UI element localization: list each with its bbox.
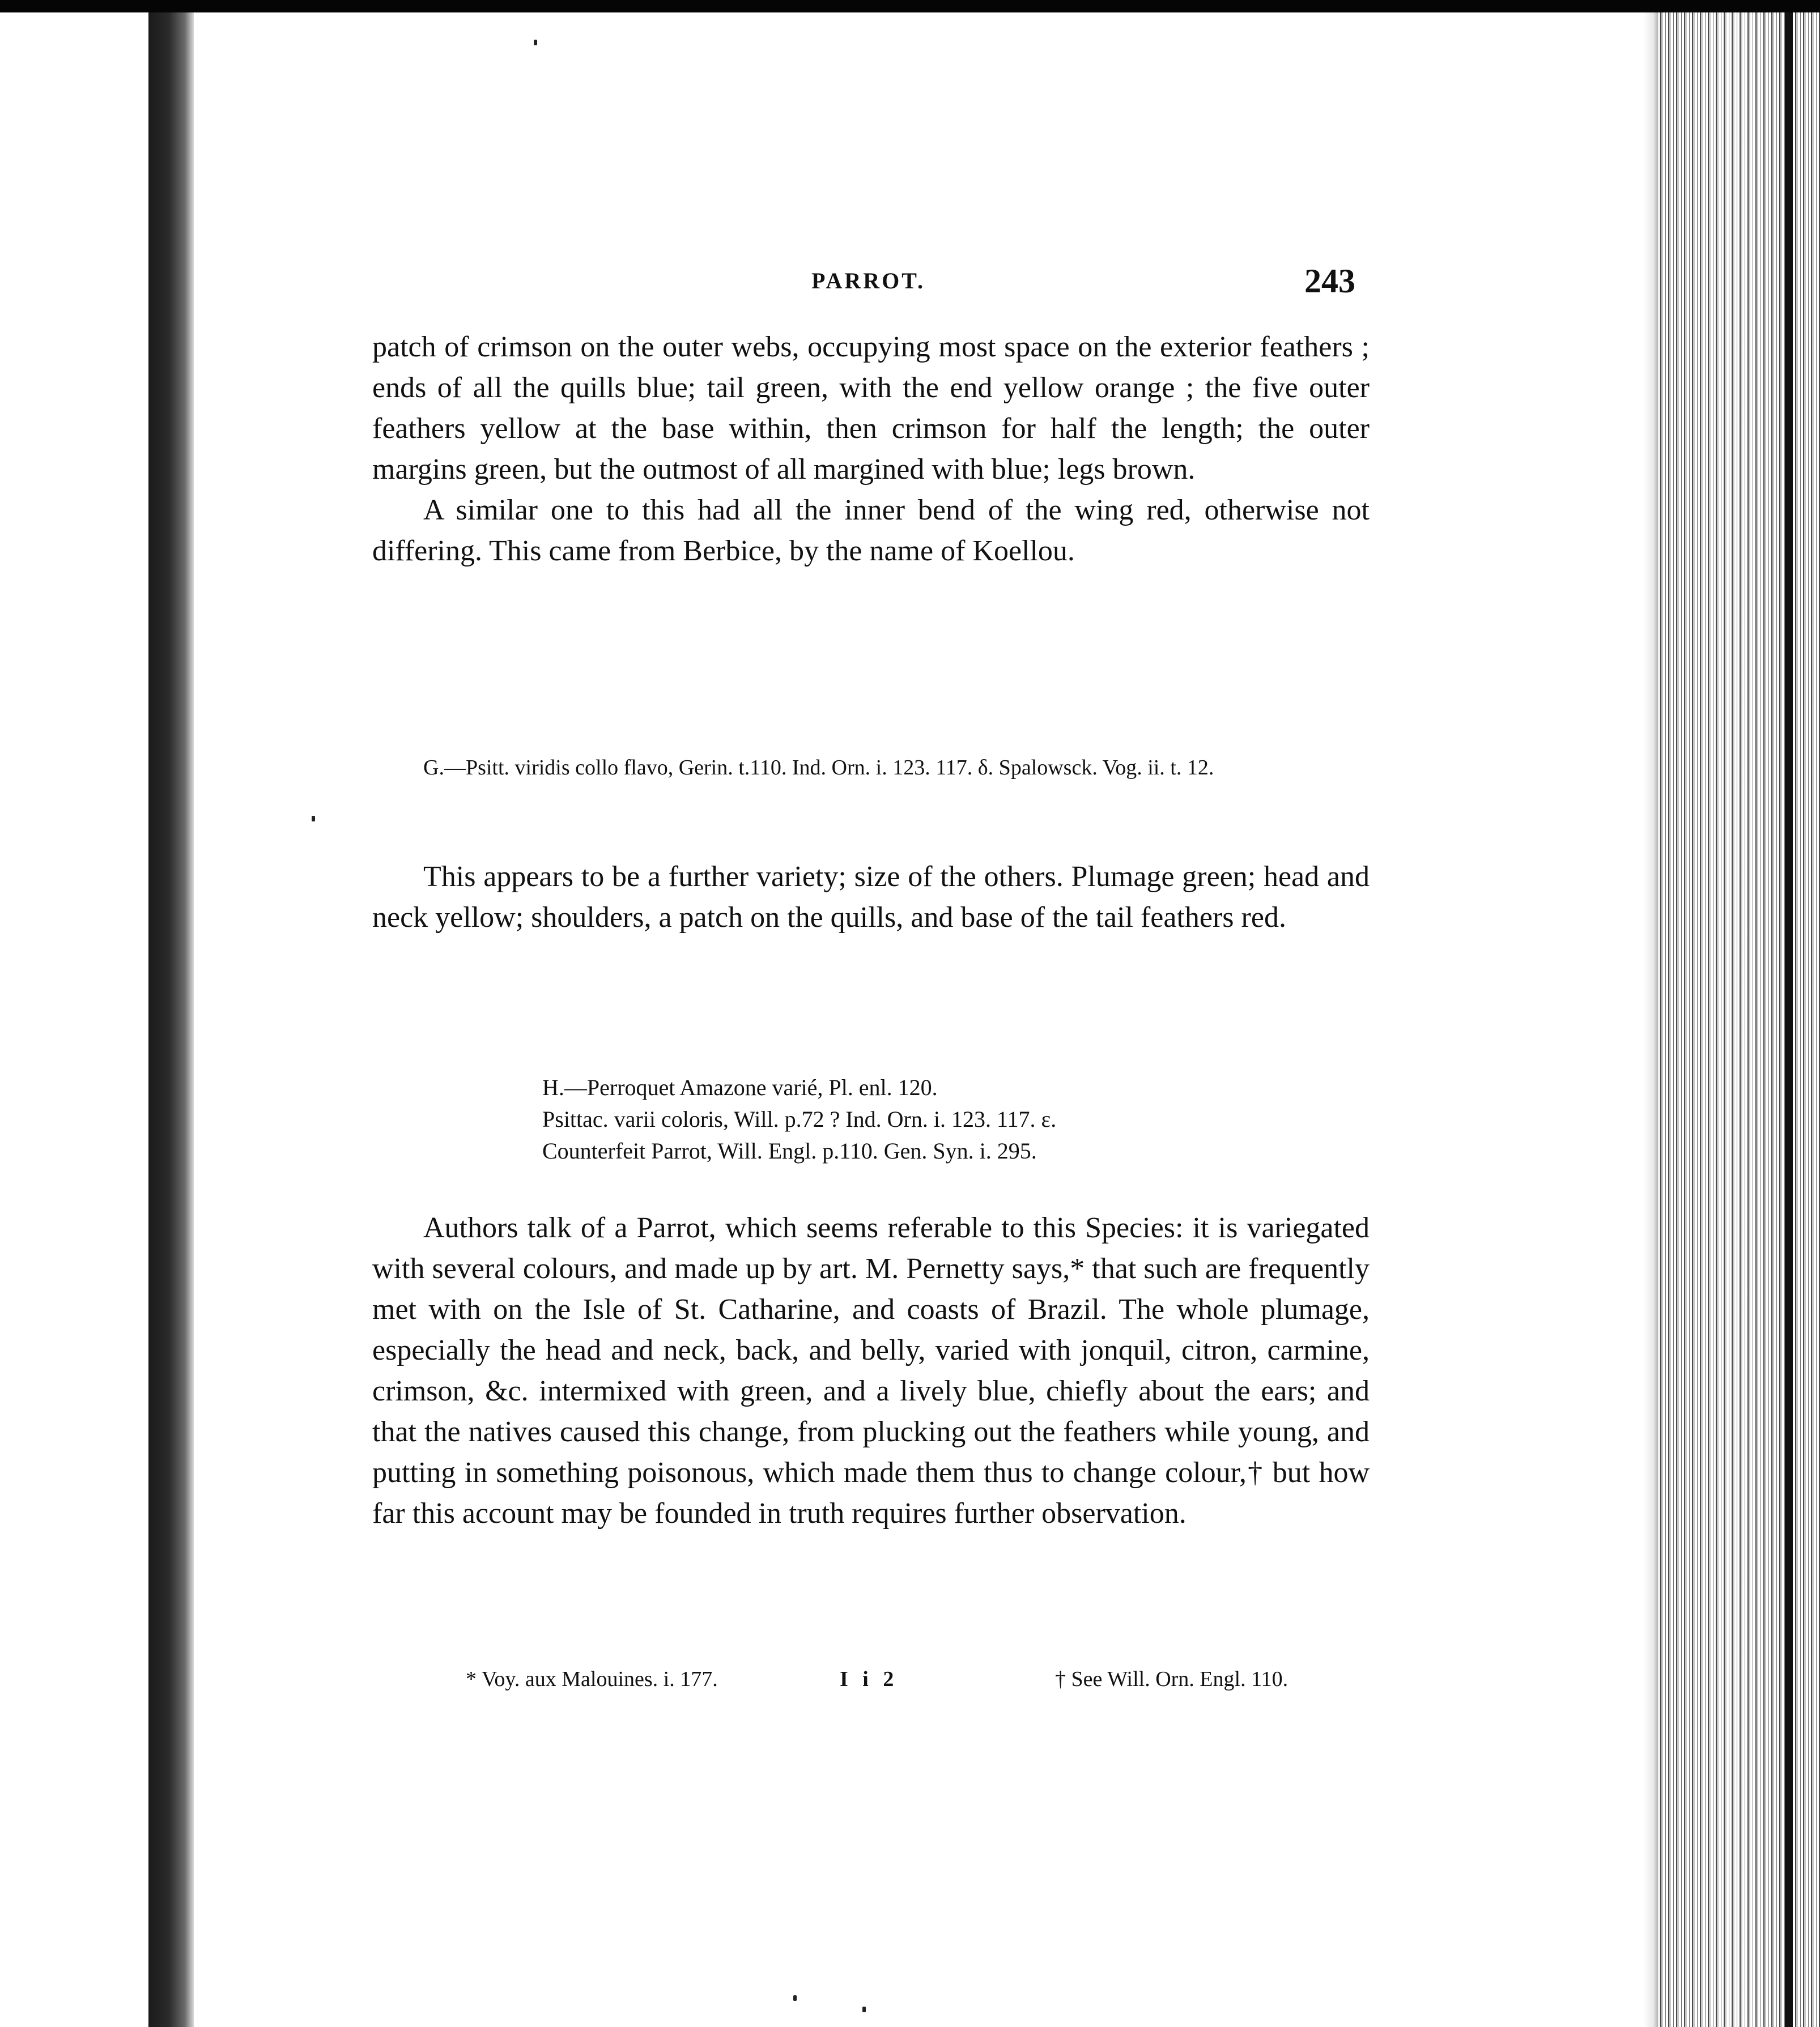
page-edges [1658, 11, 1820, 2027]
reference-h-line: H.—Perroquet Amazone varié, Pl. enl. 120. [542, 1075, 938, 1100]
signature-mark: I i 2 [840, 1667, 899, 1691]
text-block-g [372, 857, 1370, 938]
reference-h [542, 1072, 1222, 1167]
page-number: 243 [1304, 262, 1355, 300]
text-block-top [372, 327, 1370, 572]
footnote-willughby: † See Will. Orn. Engl. 110. [1055, 1667, 1289, 1691]
running-head-title: PARROT. [811, 268, 925, 293]
reference-g-text: G.—Psitt. viridis collo flavo, Gerin. t.110. Ind. Orn. i. 123. 117. δ. Spalowsck. Vog. ii. t. 12. [423, 756, 1214, 780]
paragraph-variety-h: Authors talk of a Parrot, which seems referable to this Species: it is variegated with several colours, and made up by art. M. Pernetty says,* that such are frequently met with on the Isle of St. Catharine, and coasts of Brazil. The whole plumage, especially the head and neck, back, and belly, varied with jonquil, citron, carmine, crimson, &c. intermixed with green, and a lively blue, chiefly about the ears; and that the natives caused this change, from plucking out the feathers while young, and putting in something poisonous, which made them thus to change colour,† but how far this account may be founded in truth requires further observation. [372, 1212, 1370, 1530]
reference-h-line: Psittac. varii coloris, Will. p.72 ? Ind. Orn. i. 123. 117. ε. [542, 1106, 1057, 1132]
paragraph-koellou: A similar one to this had all the inner bend of the wing red, otherwise not differing. This came from Berbice, by the name of Koellou. [372, 494, 1370, 567]
running-head [194, 262, 1644, 301]
page-edge-dark-line [1785, 11, 1793, 2027]
scan-speck [534, 40, 537, 45]
scan-top-border [0, 0, 1820, 12]
paragraph-continuation: patch of crimson on the outer webs, occupying most space on the exterior feathers ; ends of all the quills blue; tail green, with the end yellow orange ; the five outer feathers yellow at the base within, then crimson for half the length; the outer margins green, but the outmost of all margined with blue; legs brown. [372, 331, 1370, 486]
scan-speck [793, 1995, 797, 2001]
text-block-h [372, 1208, 1370, 1534]
footnote-voyage: * Voy. aux Malouines. i. 177. [466, 1667, 718, 1691]
scan-left-margin [0, 0, 148, 2027]
footnotes [466, 1667, 1486, 1701]
book-page [194, 12, 1644, 2027]
scan-speck [312, 816, 315, 821]
paragraph-variety-g: This appears to be a further variety; size of the others. Plumage green; head and neck yellow; shoulders, a patch on the quills, and base of the tail feathers red. [372, 861, 1370, 934]
binding-shadow [148, 11, 194, 2027]
reference-h-line: Counterfeit Parrot, Will. Engl. p.110. Gen. Syn. i. 295. [542, 1138, 1037, 1164]
scan-speck [862, 2007, 866, 2012]
reference-g [423, 752, 1387, 783]
